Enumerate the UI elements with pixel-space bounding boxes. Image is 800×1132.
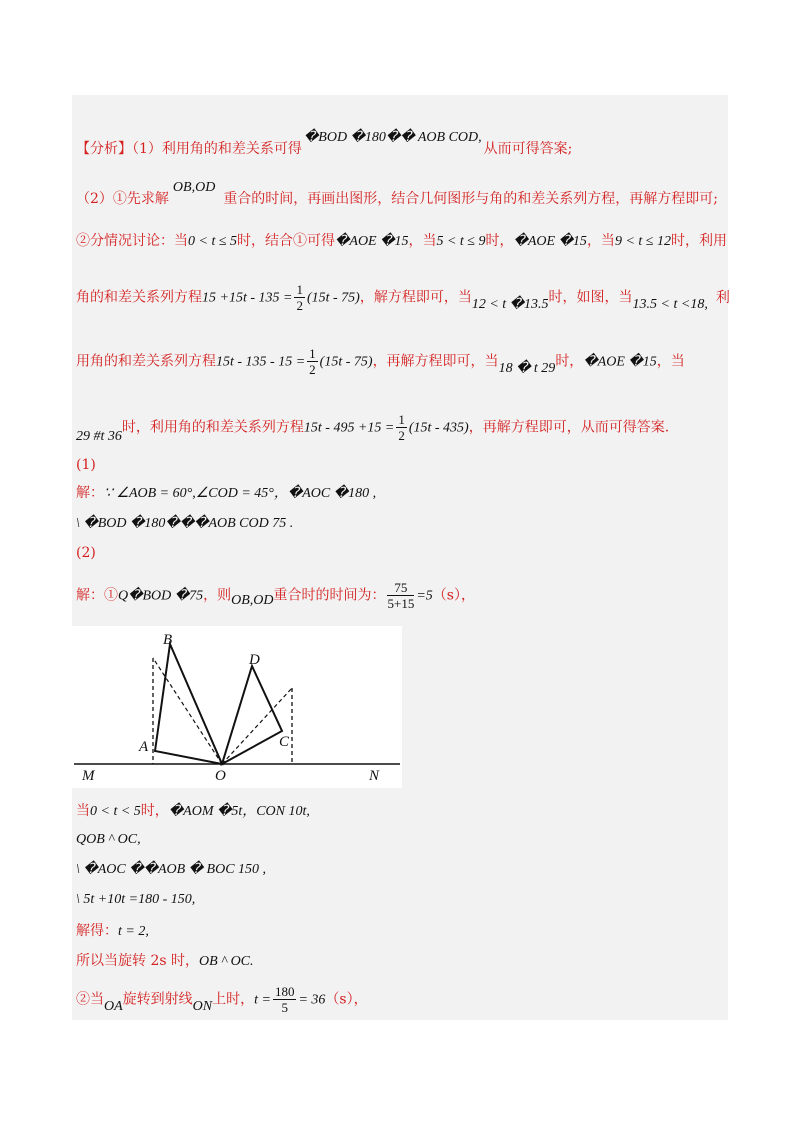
analysis-line-4 [76,282,730,313]
analysis-line-3 [76,232,727,251]
analysis-text: （1）利用角的和差关系可得 [132,141,302,157]
analysis-line-2 [76,180,719,209]
analysis-text: 时，利用角的和差关系列方程 [121,419,304,436]
label-m: M [82,768,95,784]
dashed-ray-left [153,658,222,764]
math-expression: 5 < t ≤ 9 [436,234,486,249]
math-expression: 18 � t 29 [498,360,556,376]
math-expression: QOB ^ OC, [76,832,141,847]
solution-line-6 [76,860,266,879]
analysis-text: ，当 [656,353,685,370]
math-expression: Q�BOD �75 [118,588,204,604]
fraction-denominator: 2 [296,298,303,313]
solution-line-9 [76,952,254,971]
solution-part-2-label: (2) [76,545,96,561]
fraction-denominator: 5 [281,1000,288,1015]
fraction-denominator: 2 [309,362,316,377]
analysis-text: 利 [715,289,730,306]
solution-line-2 [76,514,293,533]
solution-part-1-label: (1) [76,457,96,473]
analysis-line-6 [76,412,669,443]
geometry-figure [72,626,402,788]
solution-text: 时， [140,803,169,819]
math-expression: 15 +15t - 135 = [202,290,293,306]
math-expression: OB ^ OC. [199,954,254,969]
fraction-denominator: 5+15 [387,596,415,611]
analysis-text: 用角的和差关系列方程 [76,353,216,370]
fraction-numerator: 75 [387,580,414,596]
math-expression: ON [192,998,213,1014]
analysis-text: ，再解方程即可，当 [372,353,499,370]
math-expression: ∵ ∠AOB = 60°,∠COD = 45° [104,486,274,501]
label-b: B [163,632,173,648]
fraction-numerator: 180 [274,984,295,999]
analysis-text: 重合的时间，再画出图形，结合几何图形与角的和差关系列方程，再解方程即可; [223,191,719,207]
math-expression: = 36 [298,992,326,1008]
fraction [307,346,318,377]
analysis-text: ，当 [408,233,437,249]
fraction-denominator: 2 [398,428,405,443]
solution-text: 所以当旋转 2s 时， [76,953,199,969]
analysis-text: 从而可得答案; [483,141,573,157]
math-expression: OB,OD [172,180,216,195]
triangle-aob [155,644,222,764]
math-expression: \ �BOD �180���AOB COD 75 . [76,516,294,531]
solution-text: （s）， [325,991,368,1008]
fraction-numerator: 1 [296,282,303,297]
math-expression: OA [104,998,123,1014]
analysis-text: 时，结合①可得 [237,233,336,249]
analysis-text: 时，利用 [670,233,727,249]
fraction-numerator: 1 [398,412,405,427]
math-expression: 15t - 135 - 15 = [216,354,306,370]
math-expression: 12 < t �13.5 [471,296,549,312]
solution-line-4 [76,802,310,821]
fraction [273,984,297,1015]
fraction-numerator: 1 [309,346,316,361]
analysis-text: 时， [555,353,584,370]
math-expression: (15t - 75) [306,290,360,306]
analysis-text: 角的和差关系列方程 [76,289,202,306]
solution-text: 解得： [76,923,118,939]
label-o: O [215,768,226,784]
label-n: N [369,768,380,784]
analysis-text: ，当 [586,233,615,249]
math-expression: =5 [416,588,433,604]
math-expression: 13.5 < t <18, [632,296,708,312]
math-expression: ，�AOC �180 , [273,486,377,501]
solution-text: 重合时的时间为： [273,587,386,604]
math-expression: \ �AOC ��AOB � BOC 150 , [76,862,267,877]
solution-line-7 [76,890,195,909]
analysis-line-1 [76,130,573,159]
analysis-text: 时，如图，当 [548,289,633,306]
label-d: D [249,652,260,668]
math-expression: �AOE �15 [513,234,587,249]
solution-line-3 [76,580,475,611]
math-expression: (15t - 435) [408,420,469,436]
math-expression: t = 2, [118,924,149,939]
math-expression: OB,OD [231,592,274,608]
math-expression: 0 < t < 5 [90,804,141,819]
geometry-diagram [72,626,402,788]
solution-text: 解： [76,485,104,501]
solution-text: ，则 [203,587,232,604]
solution-text: ②当 [76,991,104,1008]
label-c: C [279,734,290,750]
triangle-cod [222,666,282,764]
analysis-text: ，再解方程即可，从而可得答案. [468,419,670,436]
solution-text: 旋转到射线 [122,991,193,1008]
math-expression: 9 < t ≤ 12 [614,234,671,249]
label-a: A [139,739,149,755]
math-expression: (15t - 75) [319,354,373,370]
analysis-text: ，解方程即可，当 [359,289,472,306]
dashed-ray-right [222,688,292,764]
solution-line-10 [76,984,368,1015]
analysis-text: ②分情况讨论：当 [76,233,188,249]
math-expression: 15t - 495 +15 = [303,420,395,436]
solution-text: 当 [76,803,90,819]
math-expression: 29 #t 36 [76,428,122,444]
math-expression: 0 < t ≤ 5 [188,234,238,249]
fraction [387,580,414,611]
math-expression: \ 5t +10t =180 - 150, [76,892,196,907]
solution-line-8 [76,922,149,941]
fraction [294,282,305,313]
analysis-line-5 [76,346,685,377]
solution-line-1 [76,484,376,503]
math-expression: t = [254,992,271,1008]
analysis-tag: 【分析】 [76,141,132,157]
math-expression: �AOE �15 [583,354,657,370]
math-expression: �AOE �15 [335,234,409,249]
fraction [396,412,407,443]
analysis-text: （2）①先求解 [76,191,169,207]
solution-line-5 [76,830,141,849]
solution-text: 解：① [76,587,118,604]
solution-text: 上时， [212,991,255,1008]
analysis-text: 时， [485,233,514,249]
math-expression: �AOM �5t，CON 10t, [168,804,310,819]
math-expression: �BOD �180�� AOB COD, [303,130,482,145]
solution-text: （s）， [432,587,475,604]
